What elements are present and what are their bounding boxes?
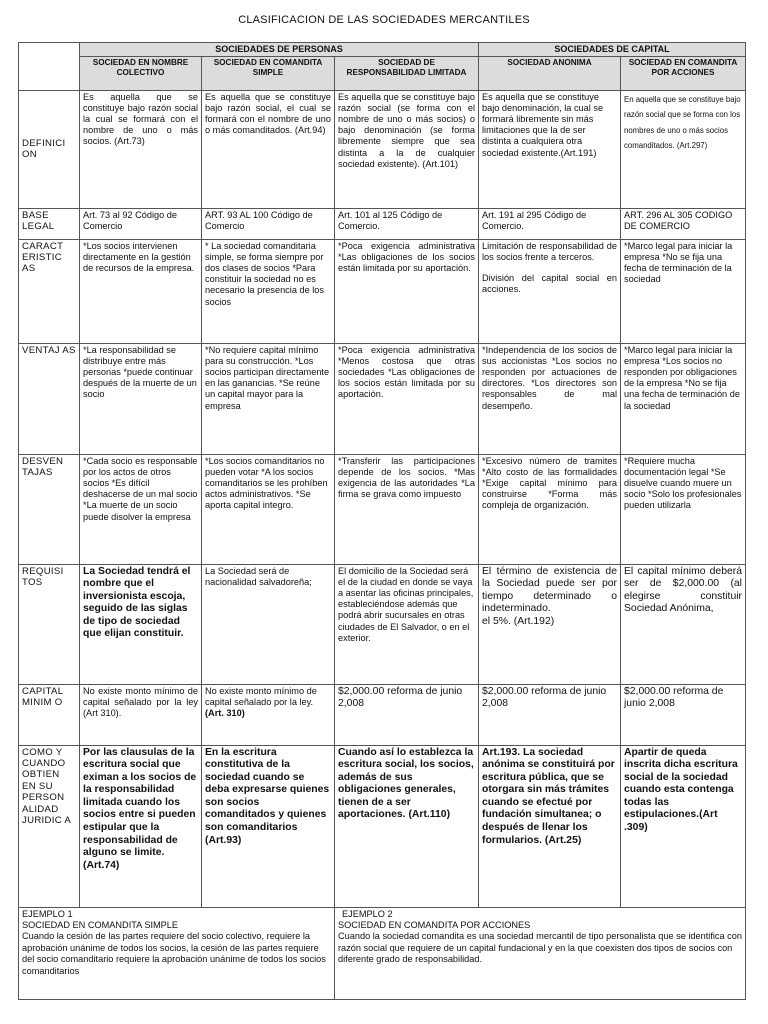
row-label-capital-minimo: CAPITAL MINIM O — [19, 684, 80, 745]
table-cell: Art. 191 al 295 Código de Comercio. — [479, 208, 621, 239]
corner-cell — [19, 43, 80, 91]
group-header-capital: SOCIEDADES DE CAPITAL — [479, 43, 746, 57]
table-cell: El domicilio de la Sociedad será el de la ciudad en donde se vaya a asentar las oficinas principales, estableciéndose además que podrá abrir sucursales en otras ciudades de El Salvador, o en el exterior. — [335, 564, 479, 684]
table-cell: *Marco legal para iniciar la empresa *Los socios no responden por obligaciones de la empresa *No se fija una fecha de terminación de la sociedad — [621, 343, 746, 454]
row-label-definicion: DEFINICI ON — [19, 90, 80, 208]
table-cell: Es aquella que se constituye bajo razón social la cual se formará con el nombre de uno o más socios. (Art.73) — [80, 90, 202, 208]
table-cell — [479, 239, 621, 343]
column-header: SOCIEDAD EN COMANDITA POR ACCIONES — [621, 56, 746, 90]
table-cell: *Poca exigencia administrativa *Las obligaciones de los socios están limitada por su aportación. — [335, 239, 479, 343]
table-cell: *Los socios intervienen directamente en la gestión de recursos de la empresa. — [80, 239, 202, 343]
caracteristicas-anonima-extra: División del capital social en acciones. — [482, 272, 617, 295]
classification-table — [18, 42, 746, 1000]
table-cell: La Sociedad será de nacionalidad salvadoreña; — [202, 564, 335, 684]
row-label-requisitos: REQUISI TOS — [19, 564, 80, 684]
table-cell: El capital mínimo deberá ser de $2,000.00 (al elegirse constituir Sociedad Anónima, — [621, 564, 746, 684]
capital-comandita-text: No existe monto mínimo de capital señalado por la ley. — [205, 685, 317, 707]
table-cell: Por las clausulas de la escritura social que eximan a los socios de la responsabilidad limitada cuando los socios entre si pueden estipular que la responsabilidad de alguno se limite. (Art.74) — [80, 745, 202, 907]
example-1-title: SOCIEDAD EN COMANDITA SIMPLE — [22, 919, 179, 930]
example-2-title: SOCIEDAD EN COMANDITA POR ACCIONES — [338, 919, 531, 930]
table-cell: Es aquella que se constituye bajo razón social (se forma con el nombre de uno o más socios) o bajo denominación (se forma libremente siempre que sea distinta a la de cualquier sociedad existente). (Art.101) — [335, 90, 479, 208]
row-label-base-legal: BASE LEGAL — [19, 208, 80, 239]
group-header-personas: SOCIEDADES DE PERSONAS — [80, 43, 479, 57]
example-1 — [19, 907, 335, 999]
table-cell: Cuando así lo establezca la escritura social, los socios, además de sus obligaciones generales, tienen de a ser aportaciones. (Art.110) — [335, 745, 479, 907]
example-2 — [335, 907, 746, 999]
row-label-desventajas: DESVEN TAJAS — [19, 454, 80, 564]
table-cell: Art. 73 al 92 Código de Comercio — [80, 208, 202, 239]
table-cell: No existe monto mínimo de capital señalado por la ley (Art 310). — [80, 684, 202, 745]
table-cell: ART. 296 AL 305 CODIGO DE COMERCIO — [621, 208, 746, 239]
table-cell: Es aquella que se constituye bajo denominación, la cual se formará libremente sin más limitaciones que la de ser distinta a cualquiera otra sociedad existente.(Art.191) — [479, 90, 621, 208]
table-cell: Art.193. La sociedad anónima se constituirá por escritura pública, que se otorgara sin más trámites cuando se efectué por fundación simultanea; o después de llenar los formularios. (Art.25) — [479, 745, 621, 907]
example-2-label: EJEMPLO 2 — [342, 908, 393, 919]
table-cell: $2,000.00 reforma de junio 2,008 — [621, 684, 746, 745]
example-1-text: Cuando la cesión de las partes requiere del socio colectivo, requiere la aprobación unánime de todos los socios, la cesión de las partes requiere del socio comanditario requiere la aprobación unánime de todos los socios comanditarios — [22, 931, 326, 976]
table-cell: $2,000.00 reforma de junio 2,008 — [479, 684, 621, 745]
table-cell: La Sociedad tendrá el nombre que el inversionista escoja, seguido de las siglas de tipo de sociedad que elijan constituir. — [80, 564, 202, 684]
row-label-ventajas: VENTAJ AS — [19, 343, 80, 454]
row-label-como-cuando: COMO Y CUANDO OBTIEN EN SU PERSON ALIDAD JURIDIC A — [19, 745, 80, 907]
caracteristicas-anonima-text: Limitación de responsabilidad de los socios frente a terceros. — [482, 240, 617, 262]
row-label-caracteristicas: CARACT ERISTIC AS — [19, 239, 80, 343]
table-cell: *Transferir las participaciones depende de los socios. *Mas exigencia de las autoridades *La firma se grava como impuesto — [335, 454, 479, 564]
example-2-text: Cuando la sociedad comandita es una sociedad mercantil de tipo personalista que se identifica con razón social que requiere de un capital fundacional y en la que coexisten dos tipos de socios con diferente grado de responsabilidad. — [338, 931, 742, 965]
requisitos-anonima-note: el 5%. (Art.192) — [482, 615, 555, 627]
column-header: SOCIEDAD EN NOMBRE COLECTIVO — [80, 56, 202, 90]
column-header: SOCIEDAD ANONIMA — [479, 56, 621, 90]
requisitos-anonima-text: El término de existencia de la Sociedad puede ser por tiempo determinado o indeterminado. — [482, 565, 617, 615]
table-cell: En aquella que se constituye bajo razón social que se forma con los nombres de uno o más socios comanditados. (Art.297) — [621, 90, 746, 208]
table-cell: En la escritura constitutiva de la sociedad cuando se deba expresarse quienes son socios comanditados y quienes son comanditarios (Art.93) — [202, 745, 335, 907]
table-cell: $2,000.00 reforma de junio 2,008 — [335, 684, 479, 745]
table-cell: ART. 93 AL 100 Código de Comercio — [202, 208, 335, 239]
table-cell: Apartir de queda inscrita dicha escritura social de la sociedad cuando esta contenga todas las estipulaciones.(Art .309) — [621, 745, 746, 907]
table-cell: *Poca exigencia administrativa *Menos costosa que otras sociedades *Las obligaciones de los socios están limitada por su aportación. — [335, 343, 479, 454]
table-cell: Es aquella que se constituye bajo razón social, el cual se formará con el nombre de uno o más comanditados. (Art.94) — [202, 90, 335, 208]
table-cell: *Independencia de los socios de sus accionistas *Los socios no responden por actuaciones de directores. *Los directores son responsables de mal desempeño. — [479, 343, 621, 454]
capital-comandita-art: (Art. 310) — [205, 707, 245, 718]
table-cell — [202, 684, 335, 745]
table-cell: *Cada socio es responsable por los actos de otros socios *Es difícil deshacerse de un mal socio *La muerte de un socio puede disolver la empresa — [80, 454, 202, 564]
column-header: SOCIEDAD DE RESPONSABILIDAD LIMITADA — [335, 56, 479, 90]
table-cell — [479, 564, 621, 684]
table-cell: *Los socios comanditarios no pueden votar *A los socios comanditarios se les prohíben actos administrativos. *Se aporta capital integro. — [202, 454, 335, 564]
table-cell: *La responsabilidad se distribuye entre más personas *puede continuar después de la muerte de un socio — [80, 343, 202, 454]
table-cell: *Excesivo número de tramites *Alto costo de las formalidades *Exige capital mínimo para construirse *Forma más compleja de organización. — [479, 454, 621, 564]
example-1-label: EJEMPLO 1 — [22, 908, 73, 919]
table-cell: Art. 101 al 125 Código de Comercio. — [335, 208, 479, 239]
table-cell: *Marco legal para iniciar la empresa *No se fija una fecha de terminación de la sociedad — [621, 239, 746, 343]
document-title: CLASIFICACION DE LAS SOCIEDADES MERCANTILES — [238, 14, 530, 26]
table-cell: * La sociedad comanditaria simple, se forma siempre por dos clases de socios *Para constituir la sociedad no es necesario la presencia de los socios — [202, 239, 335, 343]
table-cell: *No requiere capital mínimo para su construcción. *Los socios participan directamente en las ganancias. *Se reúne un capital mayor para la empresa — [202, 343, 335, 454]
table-cell: *Requiere mucha documentación legal *Se disuelve cuando muere un socio *Solo los profesionales pueden utilizarla — [621, 454, 746, 564]
column-header: SOCIEDAD EN COMANDITA SIMPLE — [202, 56, 335, 90]
